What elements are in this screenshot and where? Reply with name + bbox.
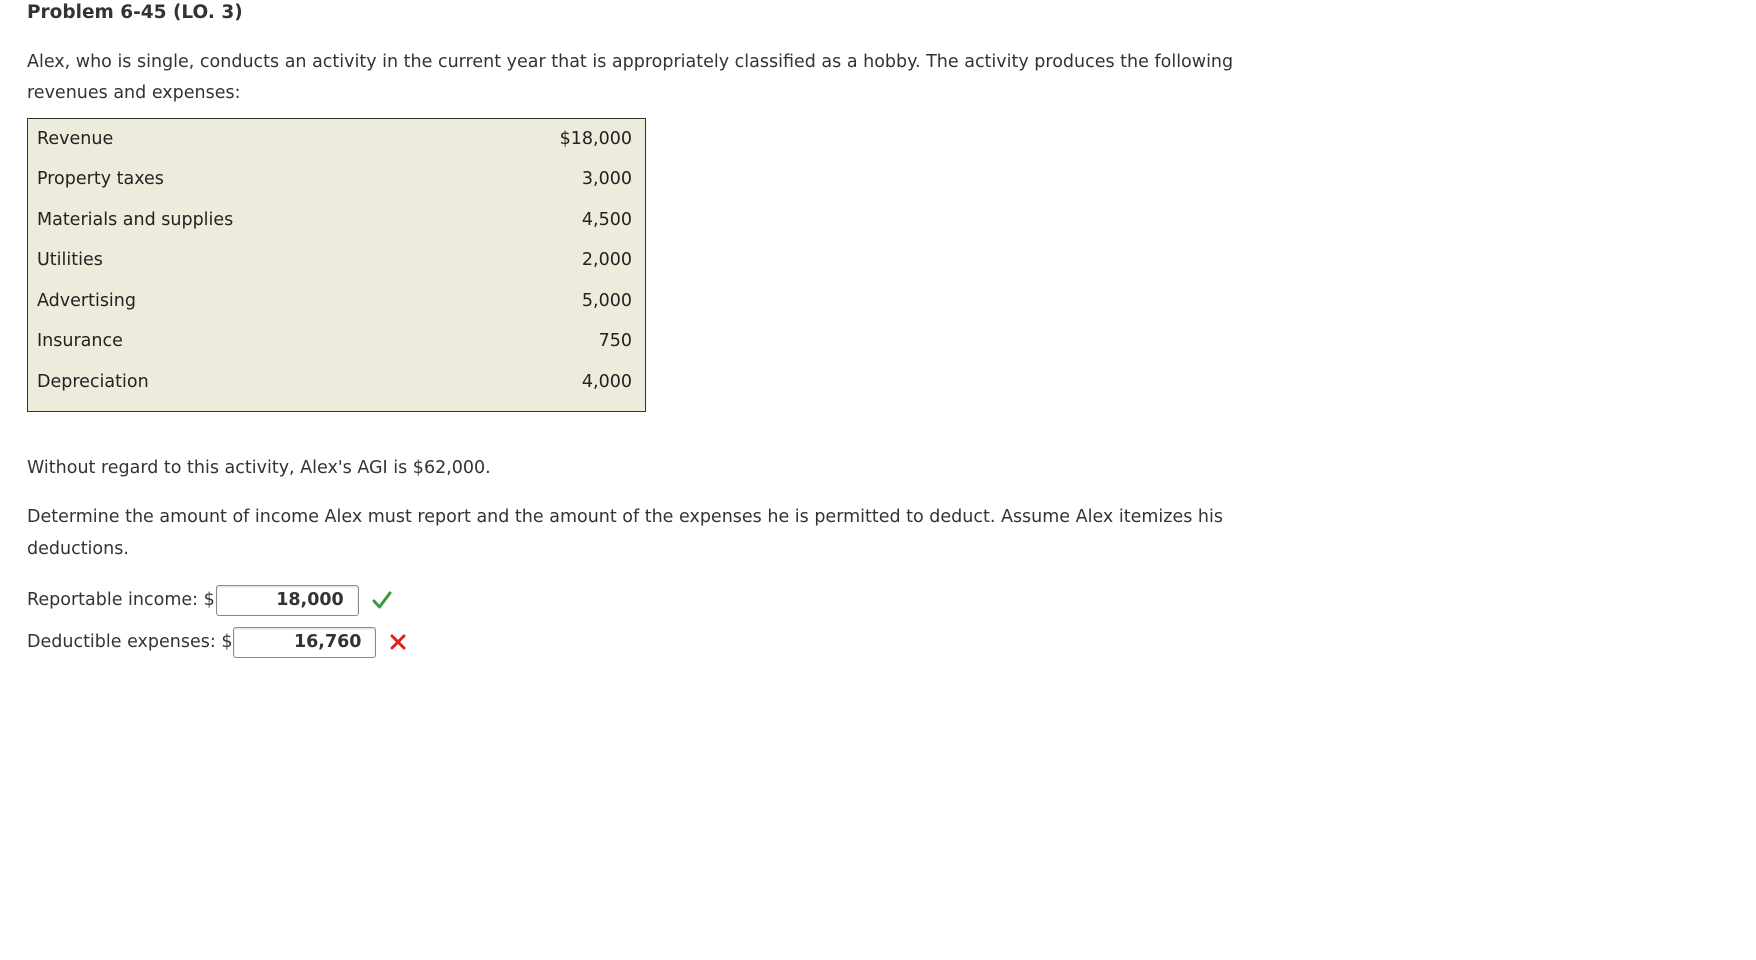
row-label: Materials and supplies <box>37 210 234 230</box>
table-row <box>28 281 645 321</box>
row-value: 5,000 <box>581 291 632 311</box>
table-row <box>28 159 645 199</box>
reportable-income-input[interactable] <box>216 585 359 616</box>
problem-title: Problem 6-45 (LO. 3) <box>27 2 243 23</box>
data-table <box>27 118 646 412</box>
table-row <box>28 240 645 280</box>
row-value: 4,500 <box>581 210 632 230</box>
row-label: Revenue <box>37 129 114 149</box>
row-value: $18,000 <box>559 129 632 149</box>
table-row <box>28 200 645 240</box>
reportable-income-line <box>27 583 392 617</box>
row-label: Insurance <box>37 331 123 351</box>
table-row <box>28 362 645 402</box>
deductible-expenses-input[interactable] <box>233 627 376 658</box>
row-label: Depreciation <box>37 372 149 392</box>
row-value: 750 <box>598 331 632 351</box>
question-text: Determine the amount of income Alex must report and the amount of the expenses he is permitted to deduct. Assume Alex itemizes his deductions. <box>27 507 1223 559</box>
row-value: 3,000 <box>581 169 632 189</box>
agi-statement: Without regard to this activity, Alex's AGI is $62,000. <box>27 458 491 478</box>
row-value: 2,000 <box>581 250 632 270</box>
row-label: Advertising <box>37 291 136 311</box>
table-row <box>28 321 645 361</box>
table-row <box>28 119 645 159</box>
row-label: Property taxes <box>37 169 164 189</box>
problem-intro: Alex, who is single, conducts an activity in the current year that is appropriately classified as a hobby. The activity produces the following revenues and expenses: <box>27 52 1234 103</box>
deductible-expenses-label: Deductible expenses: $ <box>27 632 233 652</box>
deductible-expenses-line <box>27 625 407 659</box>
reportable-income-label: Reportable income: $ <box>27 590 215 610</box>
row-value: 4,000 <box>581 372 632 392</box>
check-icon <box>372 590 392 610</box>
x-icon <box>389 633 407 651</box>
row-label: Utilities <box>37 250 103 270</box>
